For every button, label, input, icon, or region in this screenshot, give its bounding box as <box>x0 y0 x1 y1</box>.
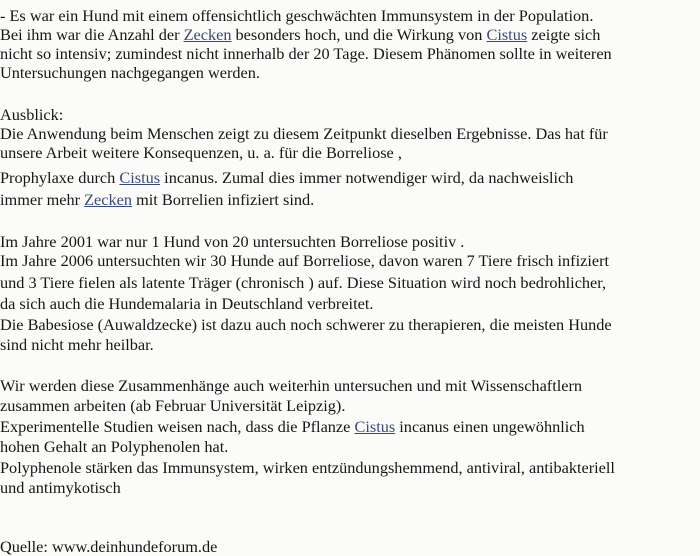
study-line-2: Im Jahre 2006 untersuchten wir 30 Hunde auf Borreliose, davon waren 7 Tiere frisch infiziert <box>0 251 610 270</box>
study-line-5: Die Babesiose (Auwaldzecke) ist dazu auch noch schwerer zu therapieren, die meisten Hunde <box>0 315 612 334</box>
intro-line-4: Untersuchungen nachgegangen werden. <box>0 63 260 82</box>
ausblick-line-1: Die Anwendung beim Menschen zeigt zu diesem Zeitpunkt dieselben Ergebnisse. Das hat für <box>0 124 608 143</box>
study-line-4: da sich auch die Hundemalaria in Deutschland verbreitet. <box>0 294 374 313</box>
intro-line-3: nicht so intensiv; zumindest nicht innerhalb der 20 Tage. Diesem Phänomen sollte in weiteren <box>0 44 612 63</box>
cistus-link[interactable]: Cistus <box>486 25 528 44</box>
outlook-line-3: Experimentelle Studien weisen nach, dass die Pflanze Cistus incanus einen ungewöhnlich <box>0 417 585 436</box>
zecken-link[interactable]: Zecken <box>84 190 132 209</box>
outlook-line-6: und antimykotisch <box>0 478 121 497</box>
source-line: Quelle: www.deinhundeforum.de <box>0 537 218 556</box>
cistus-link[interactable]: Cistus <box>354 417 396 436</box>
outlook-line-5: Polyphenole stärken das Immunsystem, wirken entzündungshemmend, antiviral, antibakteriell <box>0 458 615 477</box>
study-line-3: und 3 Tiere fielen als latente Träger (chronisch ) auf. Diese Situation wird noch bedrohlicher, <box>0 273 607 292</box>
ausblick-line-3: Prophylaxe durch Cistus incanus. Zumal dies immer notwendiger wird, da nachweislich <box>0 168 574 187</box>
ausblick-line-4: immer mehr Zecken mit Borrelien infiziert sind. <box>0 190 315 209</box>
study-line-1: Im Jahre 2001 war nur 1 Hund von 20 untersuchten Borreliose positiv . <box>0 232 465 251</box>
outlook-line-4: hohen Gehalt an Polyphenolen hat. <box>0 437 229 456</box>
outlook-line-2: zusammen arbeiten (ab Februar Universität Leipzig). <box>0 396 346 415</box>
outlook-line-1: Wir werden diese Zusammenhänge auch weiterhin untersuchen und mit Wissenschaftlern <box>0 376 583 395</box>
intro-line-1: - Es war ein Hund mit einem offensichtlich geschwächten Immunsystem in der Population. <box>0 6 594 25</box>
ausblick-line-2: unsere Arbeit weitere Konsequenzen, u. a. für die Borreliose , <box>0 143 402 162</box>
ausblick-heading: Ausblick: <box>0 105 64 124</box>
source-url: www.deinhundeforum.de <box>52 537 218 556</box>
zecken-link[interactable]: Zecken <box>183 25 232 44</box>
intro-line-2: Bei ihm war die Anzahl der Zecken besonders hoch, und die Wirkung von Cistus zeigte sich <box>0 25 601 44</box>
cistus-link[interactable]: Cistus <box>119 168 161 187</box>
study-line-6: sind nicht mehr heilbar. <box>0 335 154 354</box>
